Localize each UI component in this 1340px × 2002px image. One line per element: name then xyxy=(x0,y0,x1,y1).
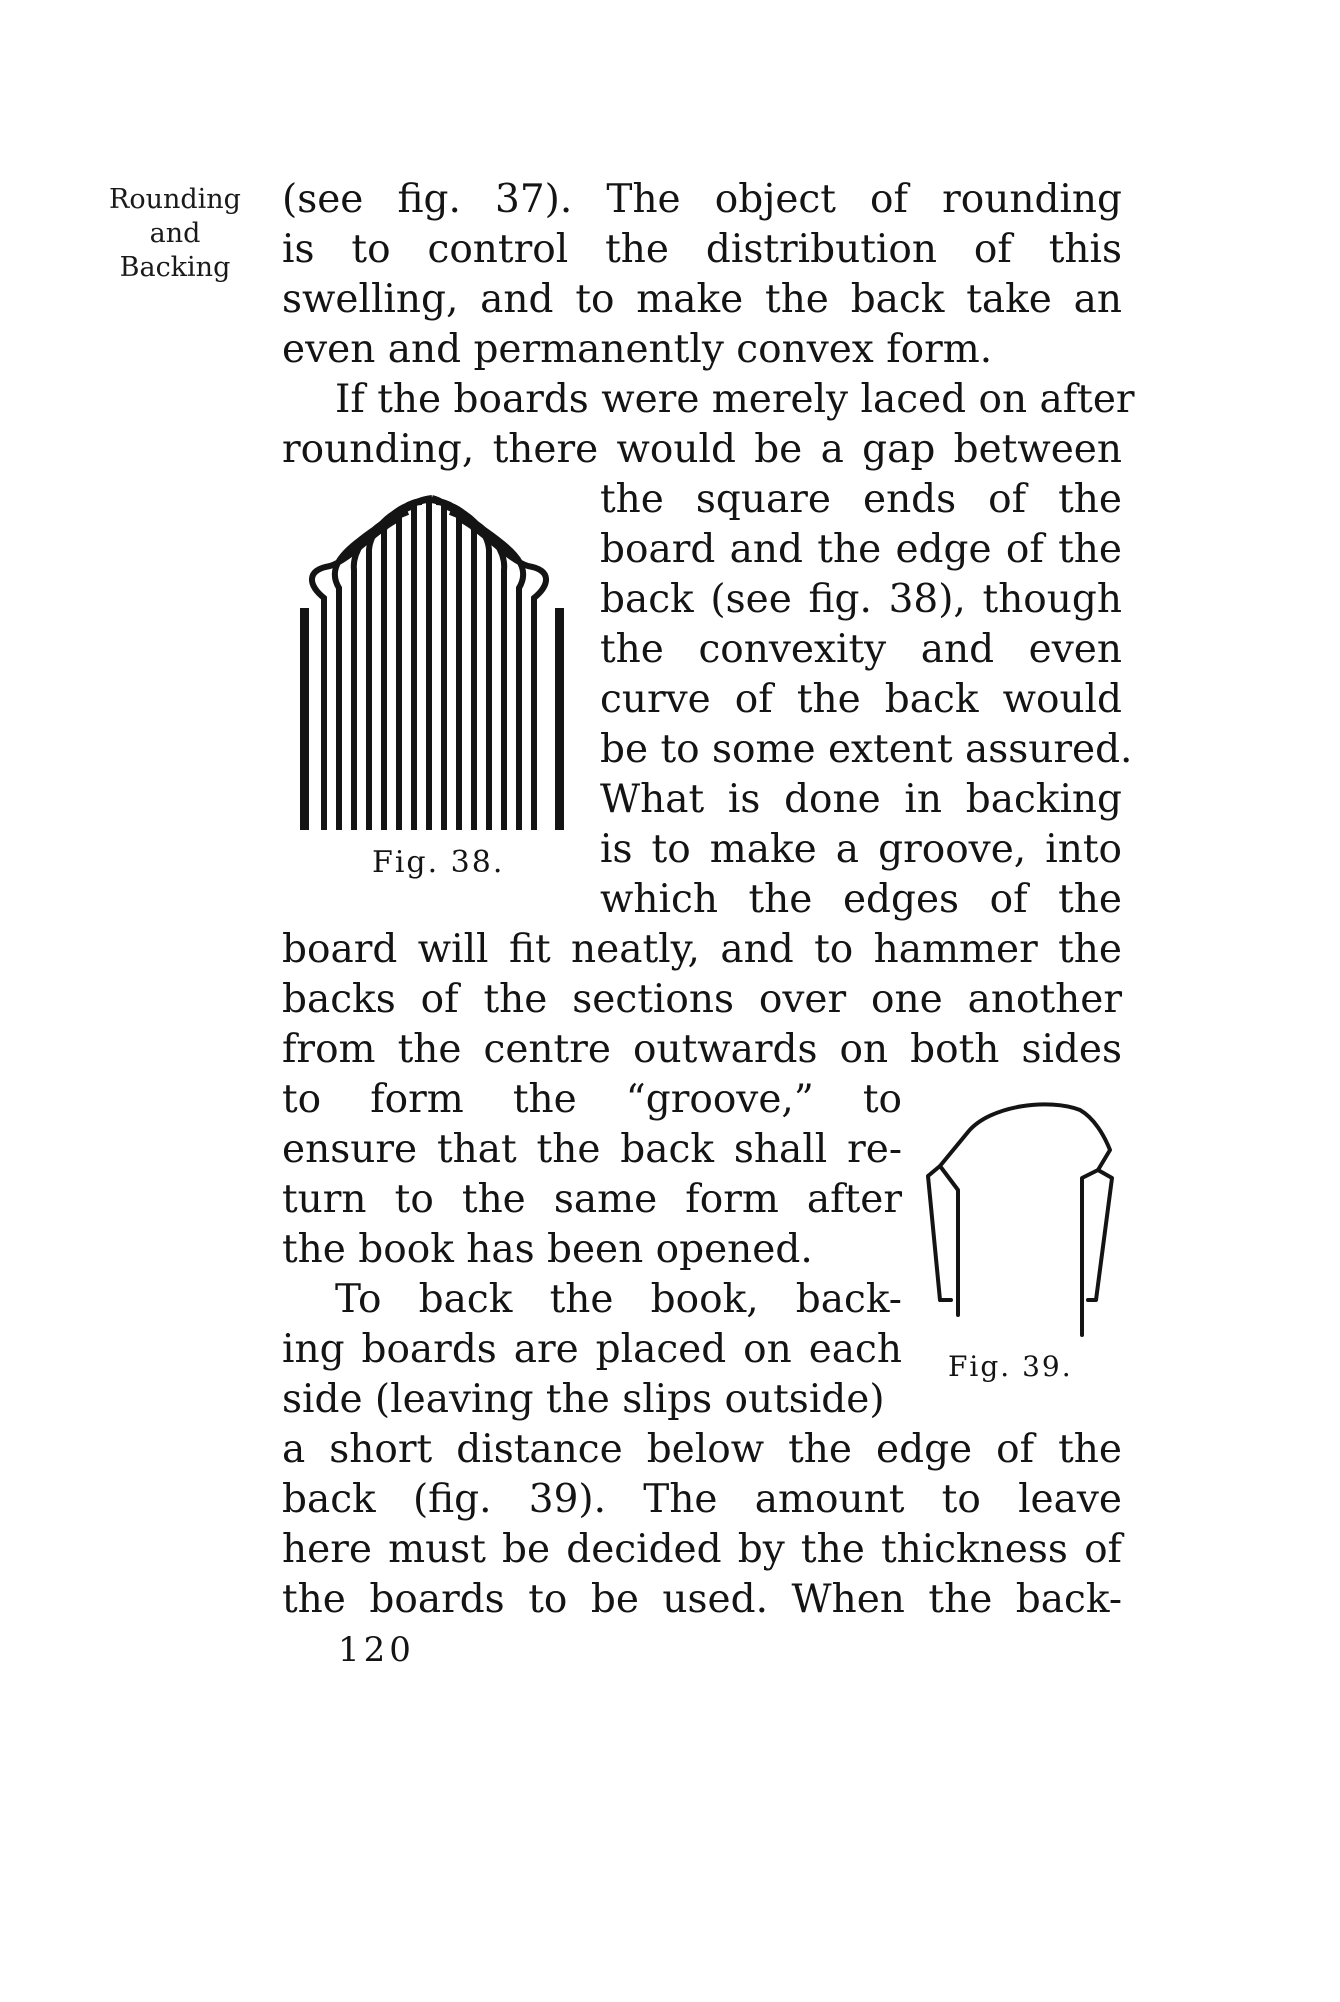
text-line: What is done in backing xyxy=(600,777,1122,822)
fig39-right-board xyxy=(1088,1170,1112,1300)
text-line: the square ends of the xyxy=(600,477,1122,522)
fig39-caption: Fig. 39. xyxy=(948,1350,1073,1383)
text-line: If the boards were merely laced on after xyxy=(335,377,1135,422)
text-line: ing boards are placed on each xyxy=(282,1327,902,1372)
margin-note-line: Rounding xyxy=(109,184,241,215)
text-line: is to control the distribution of this xyxy=(282,227,1122,272)
text-line: is to make a groove, into xyxy=(600,827,1122,872)
text-line: To back the book, back- xyxy=(335,1277,902,1322)
text-line: even and permanently convex form. xyxy=(282,327,993,372)
fig38-caption: Fig. 38. xyxy=(372,845,505,880)
text-line: which the edges of the xyxy=(600,877,1122,922)
text-line: board and the edge of the xyxy=(600,527,1122,572)
text-line: rounding, there would be a gap between xyxy=(282,427,1122,472)
text-line: to form the “groove,” to xyxy=(282,1077,902,1122)
text-line: be to some extent assured. xyxy=(600,727,1133,772)
text-line: back (fig. 39). The amount to leave xyxy=(282,1477,1122,1522)
text-line: curve of the back would xyxy=(600,677,1122,722)
text-line: swelling, and to make the back take an xyxy=(282,277,1122,322)
text-line: turn to the same form after xyxy=(282,1177,902,1222)
text-line: the convexity and even xyxy=(600,627,1122,672)
text-line: backs of the sections over one another xyxy=(282,977,1122,1022)
text-line: ensure that the back shall re- xyxy=(282,1127,902,1172)
fig39-back-outline xyxy=(940,1104,1110,1335)
text-line: board will fit neatly, and to hammer the xyxy=(282,927,1122,972)
text-line: the boards to be used. When the back- xyxy=(282,1577,1122,1622)
text-line: a short distance below the edge of the xyxy=(282,1427,1122,1472)
text-line: from the centre outwards on both sides xyxy=(282,1027,1122,1072)
text-line: here must be decided by the thickness of xyxy=(282,1527,1122,1572)
text-line: the book has been opened. xyxy=(282,1227,813,1272)
margin-note-line: and xyxy=(149,218,201,249)
text-line: back (see fig. 38), though xyxy=(600,577,1122,622)
text-line: side (leaving the slips outside) xyxy=(282,1377,885,1422)
margin-note-line: Backing xyxy=(119,252,231,283)
text-line: (see fig. 37). The object of rounding xyxy=(282,177,1122,222)
fig39-left-board xyxy=(928,1166,951,1300)
page-number: 120 xyxy=(338,1630,415,1670)
